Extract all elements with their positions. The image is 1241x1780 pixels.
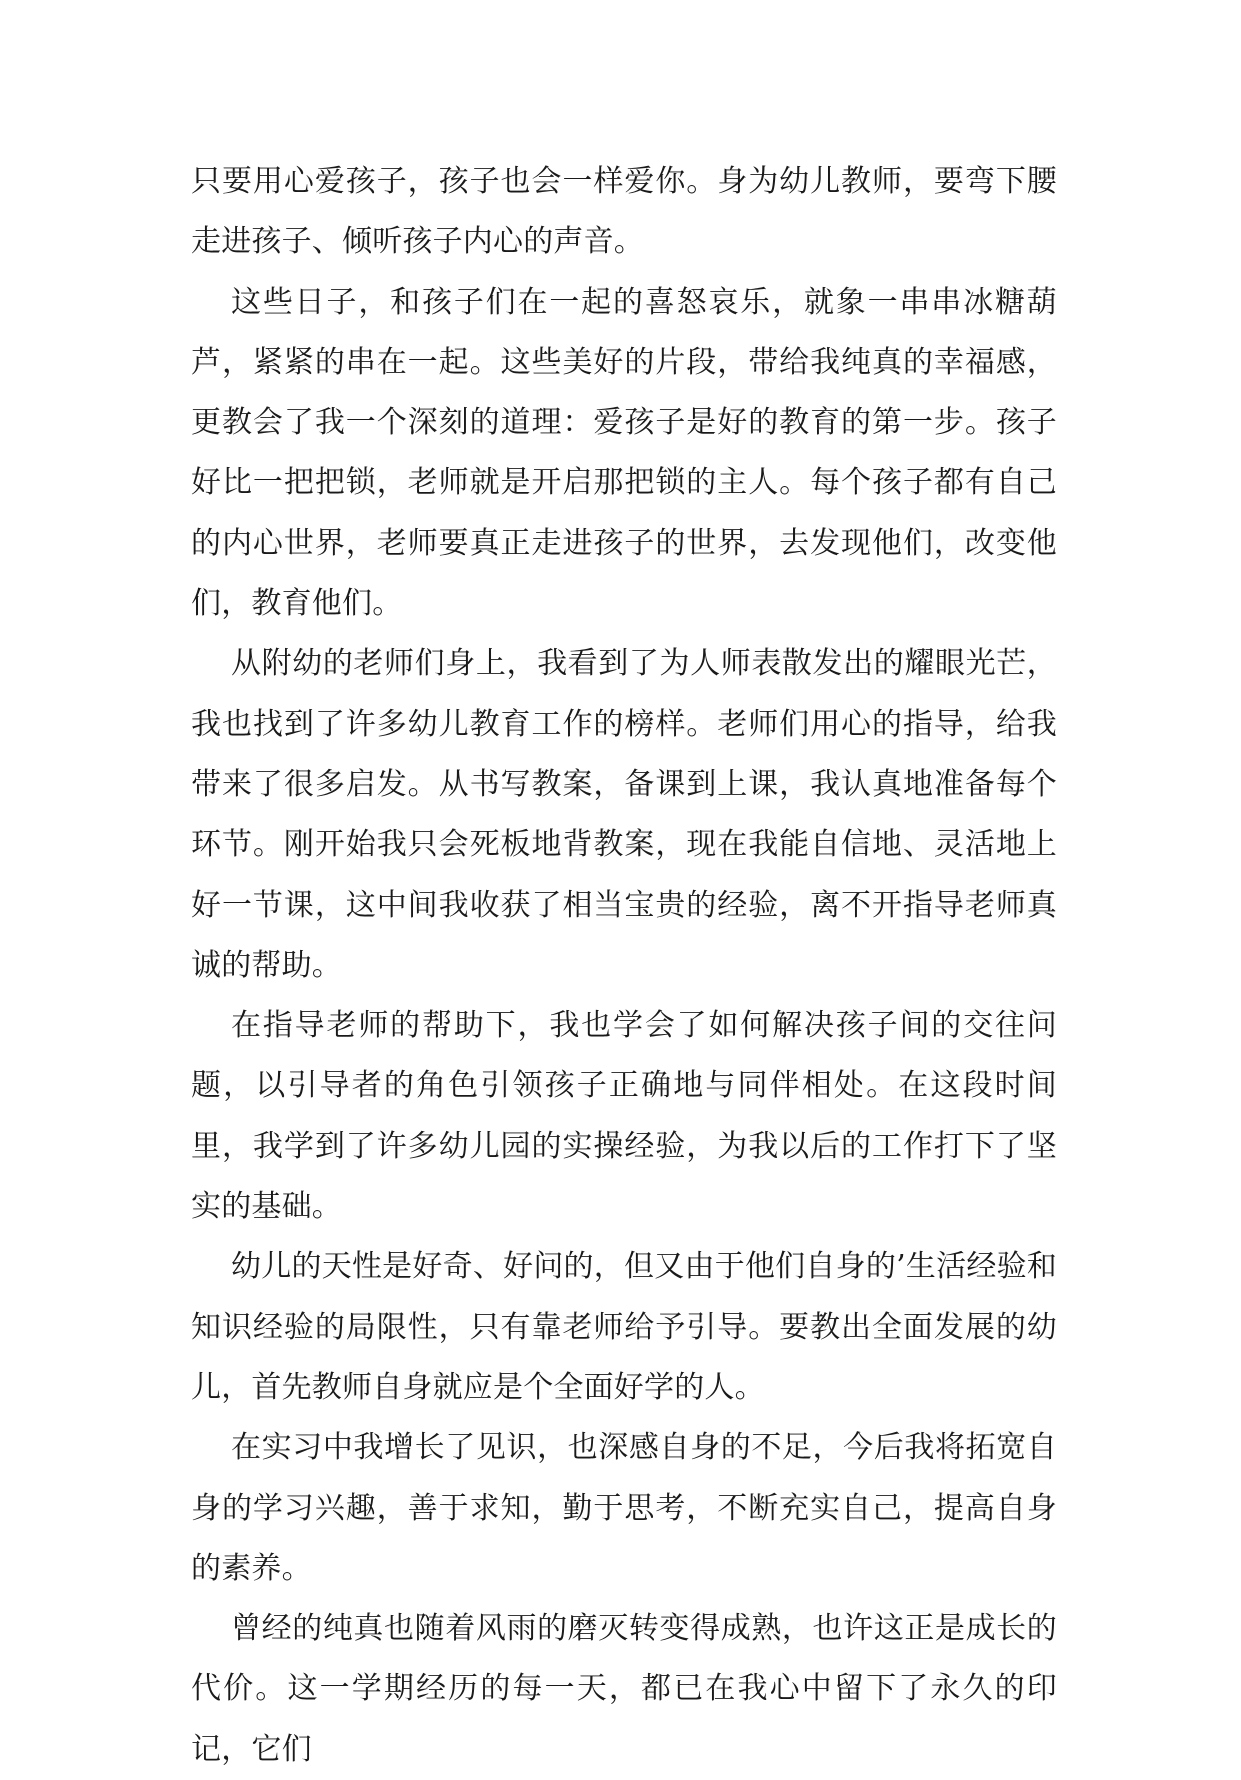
paragraph-1: 只要用心爱孩子，孩子也会一样爱你。身为幼儿教师，要弯下腰走进孩子、倾听孩子内心的声音。 bbox=[191, 164, 1057, 260]
paragraph-5: 幼儿的天性是好奇、好问的，但又由于他们自身的’生活经验和知识经验的局限性，只有靠老师给予引导。要教出全面发展的幼儿，首先教师自身就应是个全面好学的人。 bbox=[191, 1249, 1057, 1405]
body-text bbox=[191, 152, 1057, 1780]
paragraph-4: 在指导老师的帮助下，我也学会了如何解决孩子间的交往问题，以引导者的角色引领孩子正确地与同伴相处。在这段时间里，我学到了许多幼儿园的实操经验，为我以后的工作打下了坚实的基础。 bbox=[191, 1008, 1057, 1225]
paragraph-2: 这些日子，和孩子们在一起的喜怒哀乐，就象一串串冰糖葫芦，紧紧的串在一起。这些美好的片段，带给我纯真的幸福感，更教会了我一个深刻的道理：爱孩子是好的教育的第一步。孩子好比一把把锁，老师就是开启那把锁的主人。每个孩子都有自己的内心世界，老师要真正走进孩子的世界，去发现他们，改变他们，教育他们。 bbox=[191, 284, 1057, 622]
paragraph-3: 从附幼的老师们身上，我看到了为人师表散发出的耀眼光芒，我也找到了许多幼儿教育工作的榜样。老师们用心的指导，给我带来了很多启发。从书写教案，备课到上课，我认真地准备每个环节。刚开始我只会死板地背教案，现在我能自信地、灵活地上好一节课，这中间我收获了相当宝贵的经验，离不开指导老师真诚的帮助。 bbox=[191, 646, 1057, 983]
paragraph-7: 曾经的纯真也随着风雨的磨灭转变得成熟，也许这正是成长的代价。这一学期经历的每一天，都已在我心中留下了永久的印记，它们 bbox=[191, 1611, 1057, 1767]
paragraph-6: 在实习中我增长了见识，也深感自身的不足，今后我将拓宽自身的学习兴趣，善于求知，勤于思考，不断充实自己，提高自身的素养。 bbox=[191, 1430, 1057, 1586]
